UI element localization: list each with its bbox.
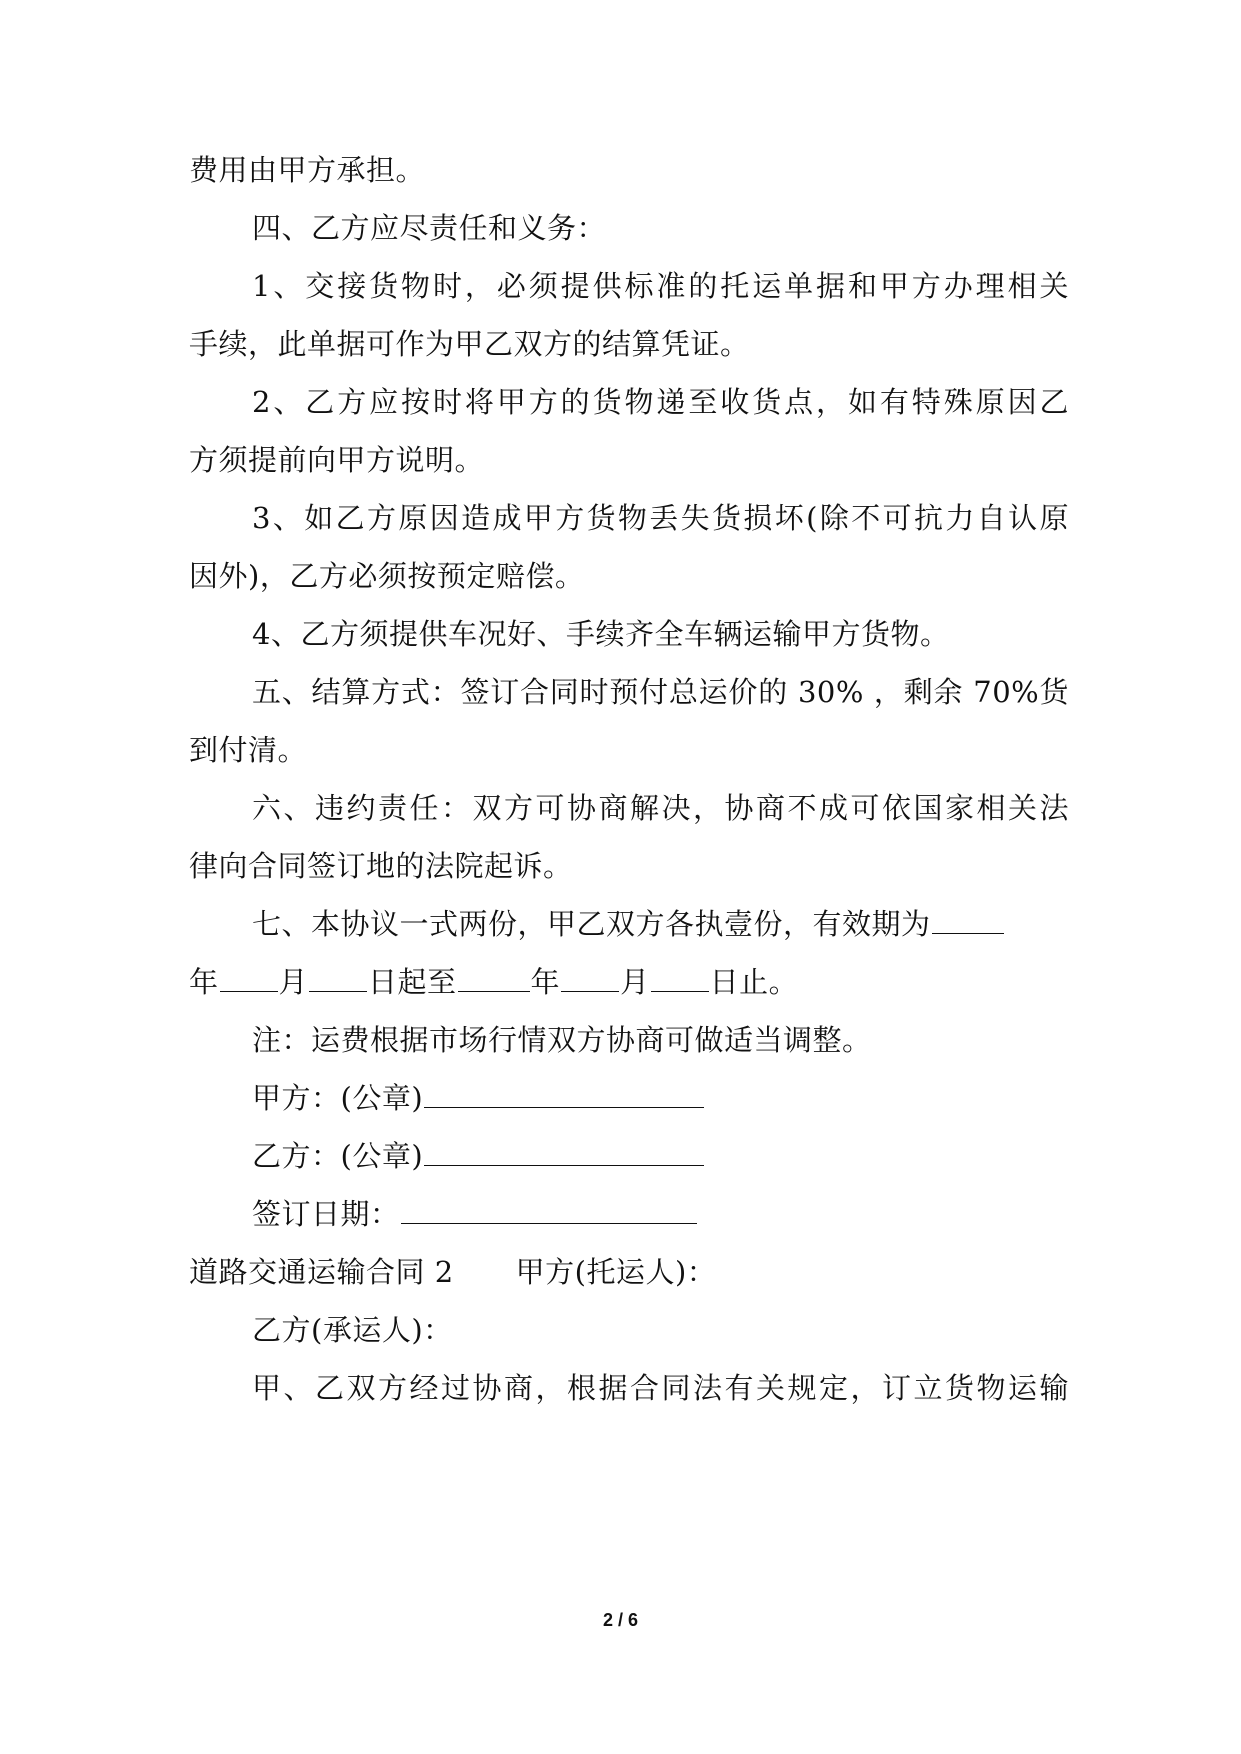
paragraph-line: 手续，此单据可作为甲乙双方的结算凭证。 [189,327,750,361]
page-number: 2 / 6 [602,1610,639,1630]
signature-blank [424,1164,704,1166]
blank-field [651,990,709,992]
paragraph-line: 3、如乙方原因造成甲方货物丢失货损坏(除不可抗力自认原 [252,501,1069,535]
contract-heading-line [189,1240,1069,1304]
note-line: 注：运费根据市场行情双方协商可做适当调整。 [252,1023,872,1057]
day-from-label: 日起至 [368,965,457,999]
date-blank [401,1222,697,1224]
paragraph-line: 甲、乙双方经过协商，根据合同法有关规定，订立货物运输 [252,1371,1069,1405]
paragraph-line: 1、交接货物时，必须提供标准的托运单据和甲方办理相关 [252,269,1069,303]
contract-title: 道路交通运输合同 2 [189,1255,454,1289]
year-label: 年 [530,965,561,999]
party-a-seal-label: 甲方：(公章) [252,1081,424,1115]
paragraph-line: 五、结算方式：签订合同时预付总运价的 30% ，剩余 70%货 [252,675,1069,709]
blank-field [932,932,1004,934]
signature-date [252,1182,1069,1246]
signature-party-a [252,1066,1069,1130]
blank-field [309,990,367,992]
section-heading: 四、乙方应尽责任和义务： [252,211,607,245]
day-to-label: 日止。 [709,965,799,999]
party-a-label: 甲方(托运人)： [515,1255,717,1289]
paragraph-line: 费用由甲方承担。 [189,153,426,187]
paragraph-line: 因外)，乙方必须按预定赔偿。 [189,559,585,593]
paragraph-line: 4、乙方须提供车况好、手续齐全车辆运输甲方货物。 [252,617,950,651]
sign-date-label: 签订日期： [252,1197,400,1231]
paragraph-line: 2、乙方应按时将甲方的货物递至收货点，如有特殊原因乙 [252,385,1069,419]
validity-line [252,892,1069,956]
paragraph-line: 方须提前向甲方说明。 [189,443,485,477]
year-label: 年 [189,965,219,999]
signature-party-b [252,1124,1069,1188]
date-range-line [189,950,1069,1014]
party-b-seal-label: 乙方：(公章) [252,1139,424,1173]
party-b-label: 乙方(承运人)： [252,1313,453,1347]
blank-field [220,990,278,992]
validity-text: 七、本协议一式两份，甲乙双方各执壹份，有效期为 [252,907,931,941]
blank-field [561,990,619,992]
paragraph-line: 六、违约责任：双方可协商解决，协商不成可依国家相关法 [252,791,1069,825]
signature-blank [424,1106,704,1108]
month-label: 月 [278,965,309,999]
paragraph-line: 到付清。 [189,733,308,767]
paragraph-line: 律向合同签订地的法院起诉。 [189,849,573,883]
blank-field [458,990,530,992]
month-label: 月 [620,965,650,999]
